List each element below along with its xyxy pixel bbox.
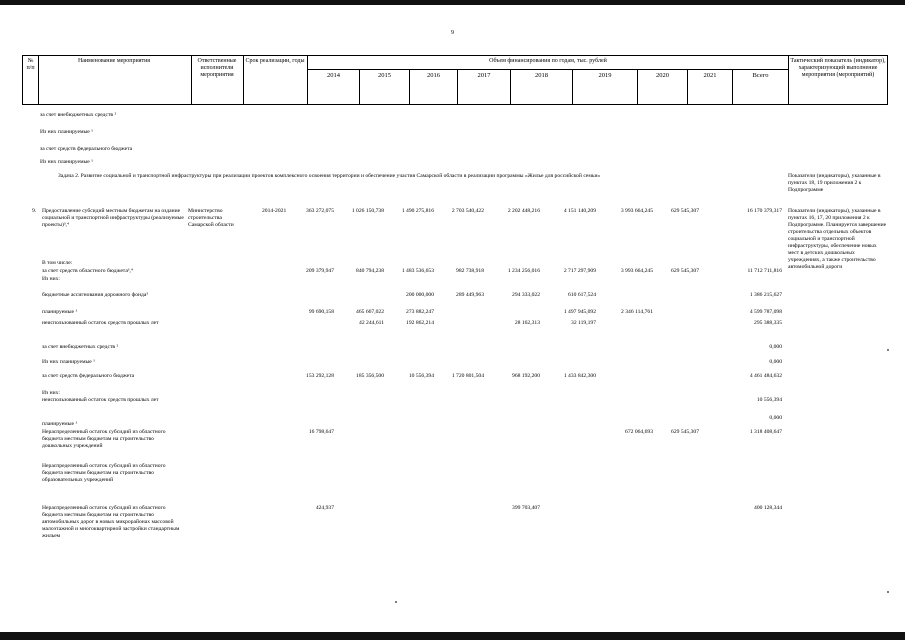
value-2020: 672 064,693: [625, 429, 653, 435]
row-label: за счет средств федерального бюджета: [42, 373, 135, 379]
row-label: бюджетные ассигнования дорожного фонда⁵: [42, 292, 149, 298]
row-label: Нераспределенный остаток субсидий из областного бюджета местным бюджетам на строительство образовательных учреждений: [42, 463, 166, 483]
value-total: 0,000: [769, 344, 782, 350]
header-year: 2021: [703, 72, 717, 79]
header-name: Наименование мероприятия: [77, 58, 151, 64]
row-label: Из них планируемые ¹: [42, 359, 95, 365]
task-title: Задача 2. Развитие социальной и транспортной инфраструктуры при реализации проектов комплексного освоения территории и обеспечение участия Самарской области в реализации программы «Жилье для российской семьи»: [58, 173, 601, 179]
header-year: 2014: [327, 72, 340, 79]
value-2014: 153 292,128: [306, 373, 334, 379]
of-them-label: Из них:: [42, 390, 60, 396]
header-term: Срок реализации, годы: [245, 58, 305, 64]
value-2015: 840 794,238: [356, 268, 384, 274]
value-2015: 465 667,022: [356, 309, 384, 315]
in-total-label: В том числе:: [42, 260, 73, 266]
header-year: 2017: [477, 72, 491, 79]
value-2016: 200 000,000: [406, 292, 434, 298]
value-2021: 629 545,307: [671, 208, 699, 214]
scan-edge-bottom: [0, 632, 905, 640]
value-total: 1 318 408,647: [749, 429, 782, 435]
scan-speck: [395, 601, 397, 603]
table-header: [22, 55, 888, 105]
value-2015: 42 244,611: [359, 320, 384, 326]
value-2014: 16 798,647: [308, 429, 334, 435]
item-number: 9.: [32, 208, 37, 214]
row-label: Нераспределенный остаток субсидий из областного бюджета местным бюджетам на строительство дошкольных учреждений: [42, 429, 166, 449]
value-2015: 1 026 150,738: [351, 208, 384, 214]
value-2016: 1 490 275,816: [401, 208, 434, 214]
value-2019: 32 119,197: [571, 320, 596, 326]
value-total: 11 712 711,816: [747, 268, 782, 274]
row-label: Нераспределенный остаток субсидий из областного бюджета местным бюджетам на строительство автомобильных дорог в новых микрорайонах массовой малоэтажной и многоквартирной застройки стандартным жильем: [42, 505, 180, 539]
value-2015: 185 356,500: [356, 373, 384, 379]
value-2020: 2 346 114,761: [621, 309, 653, 315]
task-indicator: Показатели (индикаторы), указанные в пунктах 18, 19 приложения 2 к Подпрограмме: [788, 173, 881, 193]
header-indicator: Тактический показатель (индикатор), характеризующий выполнение мероприятия (мероприятий): [790, 58, 886, 78]
value-2016: 273 882,247: [406, 309, 434, 315]
value-total: 16 170 379,317: [747, 208, 782, 214]
row-label: планируемые ¹: [42, 309, 78, 315]
value-2018: 2 202 448,216: [507, 208, 540, 214]
item-indicator: Показатели (индикаторы), указанные в пунктах 16, 17, 20 приложения 2 к Подпрограмме. Планируется завершение строительства отдельных объектов социальной и транспортной инфраструктуры, обеспечение новых мест в детских дошкольных учреждениях, а также строительство автомобильной дороги: [788, 208, 887, 270]
value-2019: 610 617,524: [568, 292, 596, 298]
value-2020: 3 993 664,245: [620, 208, 653, 214]
value-2021: 629 545,307: [671, 429, 699, 435]
of-them-label: Из них:: [42, 276, 60, 282]
value-total: 400 128,344: [754, 505, 782, 511]
value-2018: 1 234 256,016: [507, 268, 540, 274]
value-2016: 10 556,394: [408, 373, 434, 379]
value-2014: 99 690,158: [308, 309, 334, 315]
scan-speck: [887, 591, 889, 593]
header-year: 2019: [598, 72, 612, 79]
value-total: 4 599 787,098: [749, 309, 782, 315]
value-2017: 1 720 801,504: [451, 373, 484, 379]
header-year: 2016: [427, 72, 440, 79]
header-year: Всего: [752, 72, 769, 79]
item-responsible: Министерство строительства Самарской области: [188, 208, 234, 228]
value-total: 10 556,394: [756, 397, 782, 403]
item-name: Предоставление субсидий местным бюджетам на оздание социальной и транспортной инфраструктуры (реализуемые проекты)³,⁴: [42, 208, 184, 228]
item-term: 2014-2021: [262, 208, 287, 214]
line-extra-budget: за счет внебюджетных средств ²: [40, 112, 117, 118]
value-2018: 28 162,313: [514, 320, 540, 326]
value-total: 1 386 215,627: [749, 292, 782, 298]
row-label: неиспользованный остаток средств прошлых лет: [42, 397, 159, 403]
value-total: 4 461 484,632: [749, 373, 782, 379]
value-2016: 1 483 536,653: [401, 268, 434, 274]
value-2019: 4 151 140,209: [563, 208, 596, 214]
value-2014: 363 272,075: [306, 208, 334, 214]
header-year: 2018: [535, 72, 548, 79]
row-label: за счет средств областного бюджета³,⁴: [42, 268, 133, 274]
row-label: планируемые ¹: [42, 421, 78, 427]
value-total: 0,000: [769, 415, 782, 421]
scan-speck: [887, 349, 889, 351]
value-2019: 1 497 945,092: [563, 309, 596, 315]
line-federal: за счет средств федерального бюджета: [40, 146, 133, 152]
value-2017: 2 703 540,422: [451, 208, 484, 214]
row-label: неиспользованный остаток средств прошлых лет: [42, 320, 159, 326]
value-2018: 399 703,407: [512, 505, 540, 511]
page-marker: 9: [451, 30, 454, 36]
row-label: за счет внебюджетных средств ²: [42, 344, 119, 350]
value-2018: 968 192,200: [512, 373, 540, 379]
value-2018: 294 333,022: [512, 292, 540, 298]
header-responsible: Ответственные исполнители мероприятия: [197, 58, 237, 78]
header-year: 2020: [656, 72, 669, 79]
value-2020: 3 993 664,245: [620, 268, 653, 274]
value-2019: 1 433 842,300: [563, 373, 596, 379]
header-year: 2015: [378, 72, 391, 79]
header-num: № п/п: [26, 58, 35, 71]
line-planned: Из них планируемые ¹: [40, 159, 93, 165]
scan-edge-top: [0, 0, 905, 5]
value-2014: 209 379,947: [306, 268, 334, 274]
value-2016: 192 862,214: [406, 320, 434, 326]
value-2019: 2 717 297,909: [563, 268, 596, 274]
value-2021: 629 545,307: [671, 268, 699, 274]
value-total: 295 388,335: [754, 320, 782, 326]
value-2017: 289 449,963: [456, 292, 484, 298]
value-2017: 982 738,918: [456, 268, 484, 274]
line-planned: Из них планируемые ¹: [40, 129, 93, 135]
value-2014: 424,937: [315, 505, 334, 511]
header-funding: Объем финансирования по годам, тыс. рублей: [489, 58, 607, 64]
value-total: 0,000: [769, 359, 782, 365]
